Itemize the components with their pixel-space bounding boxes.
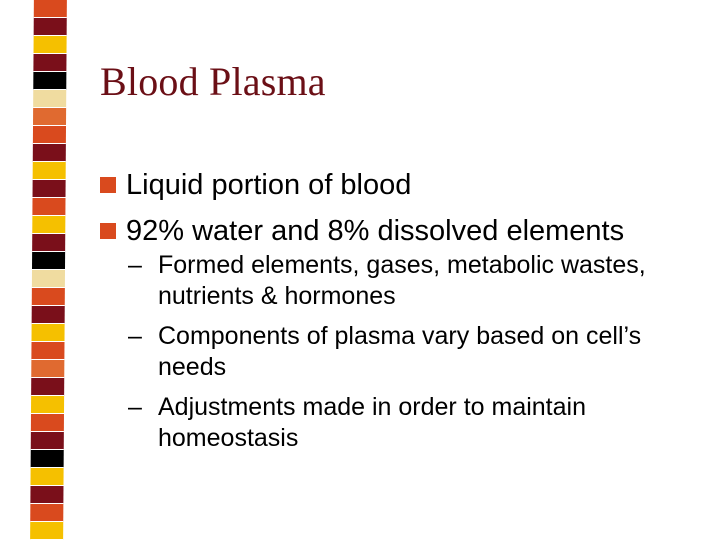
stripe-segment: [31, 378, 64, 396]
stripe-segment: [32, 198, 65, 216]
bullet-item: [100, 208, 624, 254]
dash-bullet: –: [128, 322, 142, 350]
stripe-segment: [31, 324, 64, 342]
bullet-item: [100, 162, 624, 208]
stripe-segment: [33, 162, 66, 180]
stripe-segment: [33, 144, 66, 162]
stripe-segment: [34, 18, 67, 36]
stripe-segment: [33, 72, 66, 90]
stripe-segment: [33, 108, 66, 126]
stripe-segment: [33, 180, 66, 198]
stripe-segment: [31, 342, 64, 360]
stripe-segment: [34, 0, 67, 18]
sub-bullet-list: [128, 250, 708, 463]
sub-bullet-text: Formed elements, gases, metabolic wastes, nutrients & hormones: [158, 251, 646, 310]
bullet-list: [100, 162, 624, 254]
stripe-segment: [30, 468, 63, 486]
stripe-segment: [31, 432, 64, 450]
sub-bullet-item: [128, 321, 708, 383]
stripe-segment: [30, 522, 63, 540]
stripe-segment: [34, 36, 67, 54]
stripe-segment: [32, 288, 65, 306]
sub-bullet-text: Adjustments made in order to maintain homeostasis: [158, 393, 586, 452]
slide-title: Blood Plasma: [100, 59, 326, 104]
stripe-segment: [31, 396, 64, 414]
bullet-text: Liquid portion of blood: [126, 168, 412, 201]
bullet-text: 92% water and 8% dissolved elements: [126, 214, 625, 247]
sub-bullet-item: [128, 250, 708, 312]
stripe-segment: [31, 450, 64, 468]
decorative-stripe-band: [30, 0, 67, 540]
stripe-segment: [32, 234, 65, 252]
stripe-segment: [33, 90, 66, 108]
stripe-segment: [31, 414, 64, 432]
stripe-segment: [30, 504, 63, 522]
stripe-segment: [32, 216, 65, 234]
dash-bullet: –: [128, 251, 142, 279]
stripe-segment: [32, 252, 65, 270]
stripe-segment: [33, 54, 66, 72]
stripe-segment: [33, 126, 66, 144]
stripe-segment: [31, 360, 64, 378]
sub-bullet-item: [128, 392, 708, 454]
stripe-segment: [32, 306, 65, 324]
sub-bullet-text: Components of plasma vary based on cell’s needs: [158, 322, 642, 381]
square-bullet-icon: [100, 177, 116, 193]
stripe-segment: [30, 486, 63, 504]
dash-bullet: –: [128, 393, 142, 421]
stripe-segment: [32, 270, 65, 288]
square-bullet-icon: [100, 223, 116, 239]
